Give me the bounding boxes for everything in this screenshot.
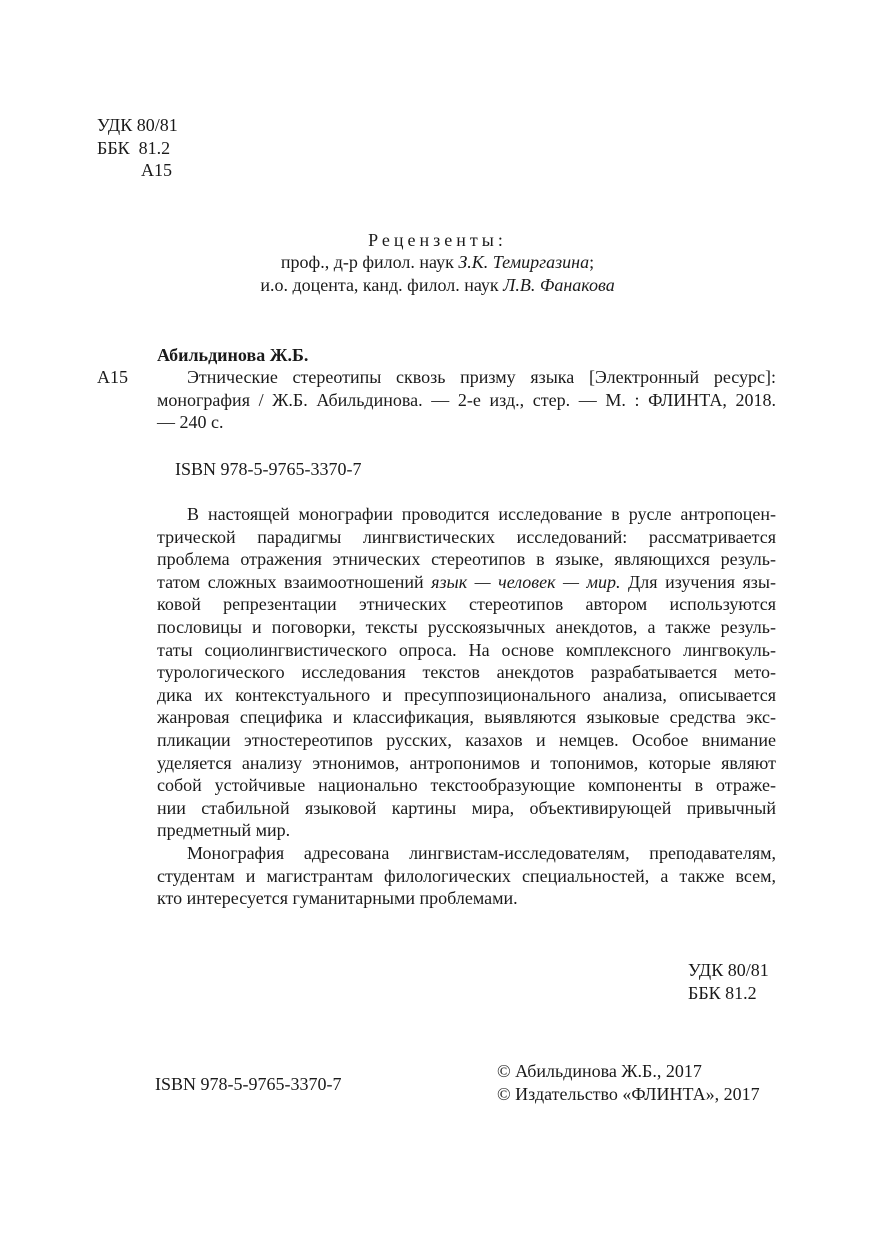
- abstract-text: Для изучения язы-: [620, 571, 776, 592]
- abstract-line: В настоящей монографии проводится исследование в русле антропоцен-: [187, 504, 776, 524]
- abstract-line: предметный мир.: [157, 820, 291, 841]
- record-line-1: Этнические стереотипы сквозь призму языка [Электронный ресурс]:: [187, 367, 776, 387]
- reviewer-2-title: и.о. доцента, канд. филол. наук: [260, 275, 504, 295]
- abstract-line: собой устойчивые национально текстообразующие компоненты в отраже-: [157, 775, 776, 796]
- reviewer-2: [0, 274, 875, 296]
- bbk-header: ББК 81.2: [97, 138, 171, 158]
- udk-footer: УДК 80/81: [688, 960, 769, 980]
- record-isbn: ISBN 978-5-9765-3370-7: [175, 459, 362, 479]
- abstract-line: таты социолингвистического опроса. На основе комплексного лингвокуль-: [157, 639, 776, 660]
- record-code: А15: [97, 367, 128, 387]
- abstract-emphasis: язык — человек — мир.: [431, 571, 621, 592]
- record-line-2: монография / Ж.Б. Абильдинова. — 2-е изд., стер. — М. : ФЛИНТА, 2018.: [157, 389, 776, 410]
- abstract-line: нии стабильной языковой картины мира, объективирующей привычный: [157, 797, 776, 818]
- abstract-line: турологического исследования текстов анекдотов разрабатывается мето-: [157, 662, 776, 683]
- abstract-line: пликации этностереотипов русских, казахов и немцев. Особое внимание: [157, 729, 776, 750]
- copyright-author: © Абильдинова Ж.Б., 2017: [497, 1061, 702, 1081]
- abstract-line: кто интересуется гуманитарными проблемами.: [157, 888, 518, 909]
- abstract: [157, 503, 776, 910]
- abstract-line: ковой репрезентации этнических стереотипов автором используются: [157, 594, 776, 615]
- abstract-line: пословицы и поговорки, тексты русскоязычных анекдотов, а также резуль-: [157, 616, 776, 637]
- abstract-line: Монография адресована лингвистам-исследователям, преподавателям,: [187, 842, 776, 863]
- abstract-line: студентам и магистрантам филологических специальностей, а также всем,: [157, 865, 776, 886]
- abstract-line: жанровая специфика и классификация, выявляются языковые средства экс-: [157, 707, 776, 728]
- reviewer-1: [0, 251, 875, 273]
- bbk-footer: ББК 81.2: [688, 983, 757, 1003]
- record-line-3: — 240 с.: [157, 412, 224, 433]
- author-code-header: А15: [141, 160, 172, 180]
- record-description: [157, 366, 776, 434]
- abstract-text: татом сложных взаимоотношений: [157, 571, 432, 592]
- abstract-line: проблема отражения этнических стереотипов в языке, являющихся резуль-: [157, 549, 776, 570]
- copyright-publisher: © Издательство «ФЛИНТА», 2017: [497, 1084, 760, 1104]
- abstract-line: [157, 571, 776, 594]
- udk-header: УДК 80/81: [97, 115, 178, 135]
- abstract-line: трической парадигмы лингвистических исследований: рассматривается: [157, 526, 776, 547]
- reviewers-title: Рецензенты:: [368, 230, 507, 250]
- reviewer-1-suffix: ;: [589, 252, 595, 272]
- reviewer-1-name: З.К. Темиргазина: [458, 252, 590, 272]
- reviewer-1-title: проф., д-р филол. наук: [280, 252, 459, 272]
- footer-isbn: ISBN 978-5-9765-3370-7: [155, 1074, 342, 1094]
- abstract-line: уделяется анализу этнонимов, антропонимов и топонимов, которые являют: [157, 752, 776, 773]
- reviewer-2-name: Л.В. Фанакова: [503, 275, 615, 295]
- record-author: Абильдинова Ж.Б.: [157, 345, 309, 365]
- abstract-line: дика их контекстуального и пресуппозиционального анализа, описывается: [157, 684, 776, 705]
